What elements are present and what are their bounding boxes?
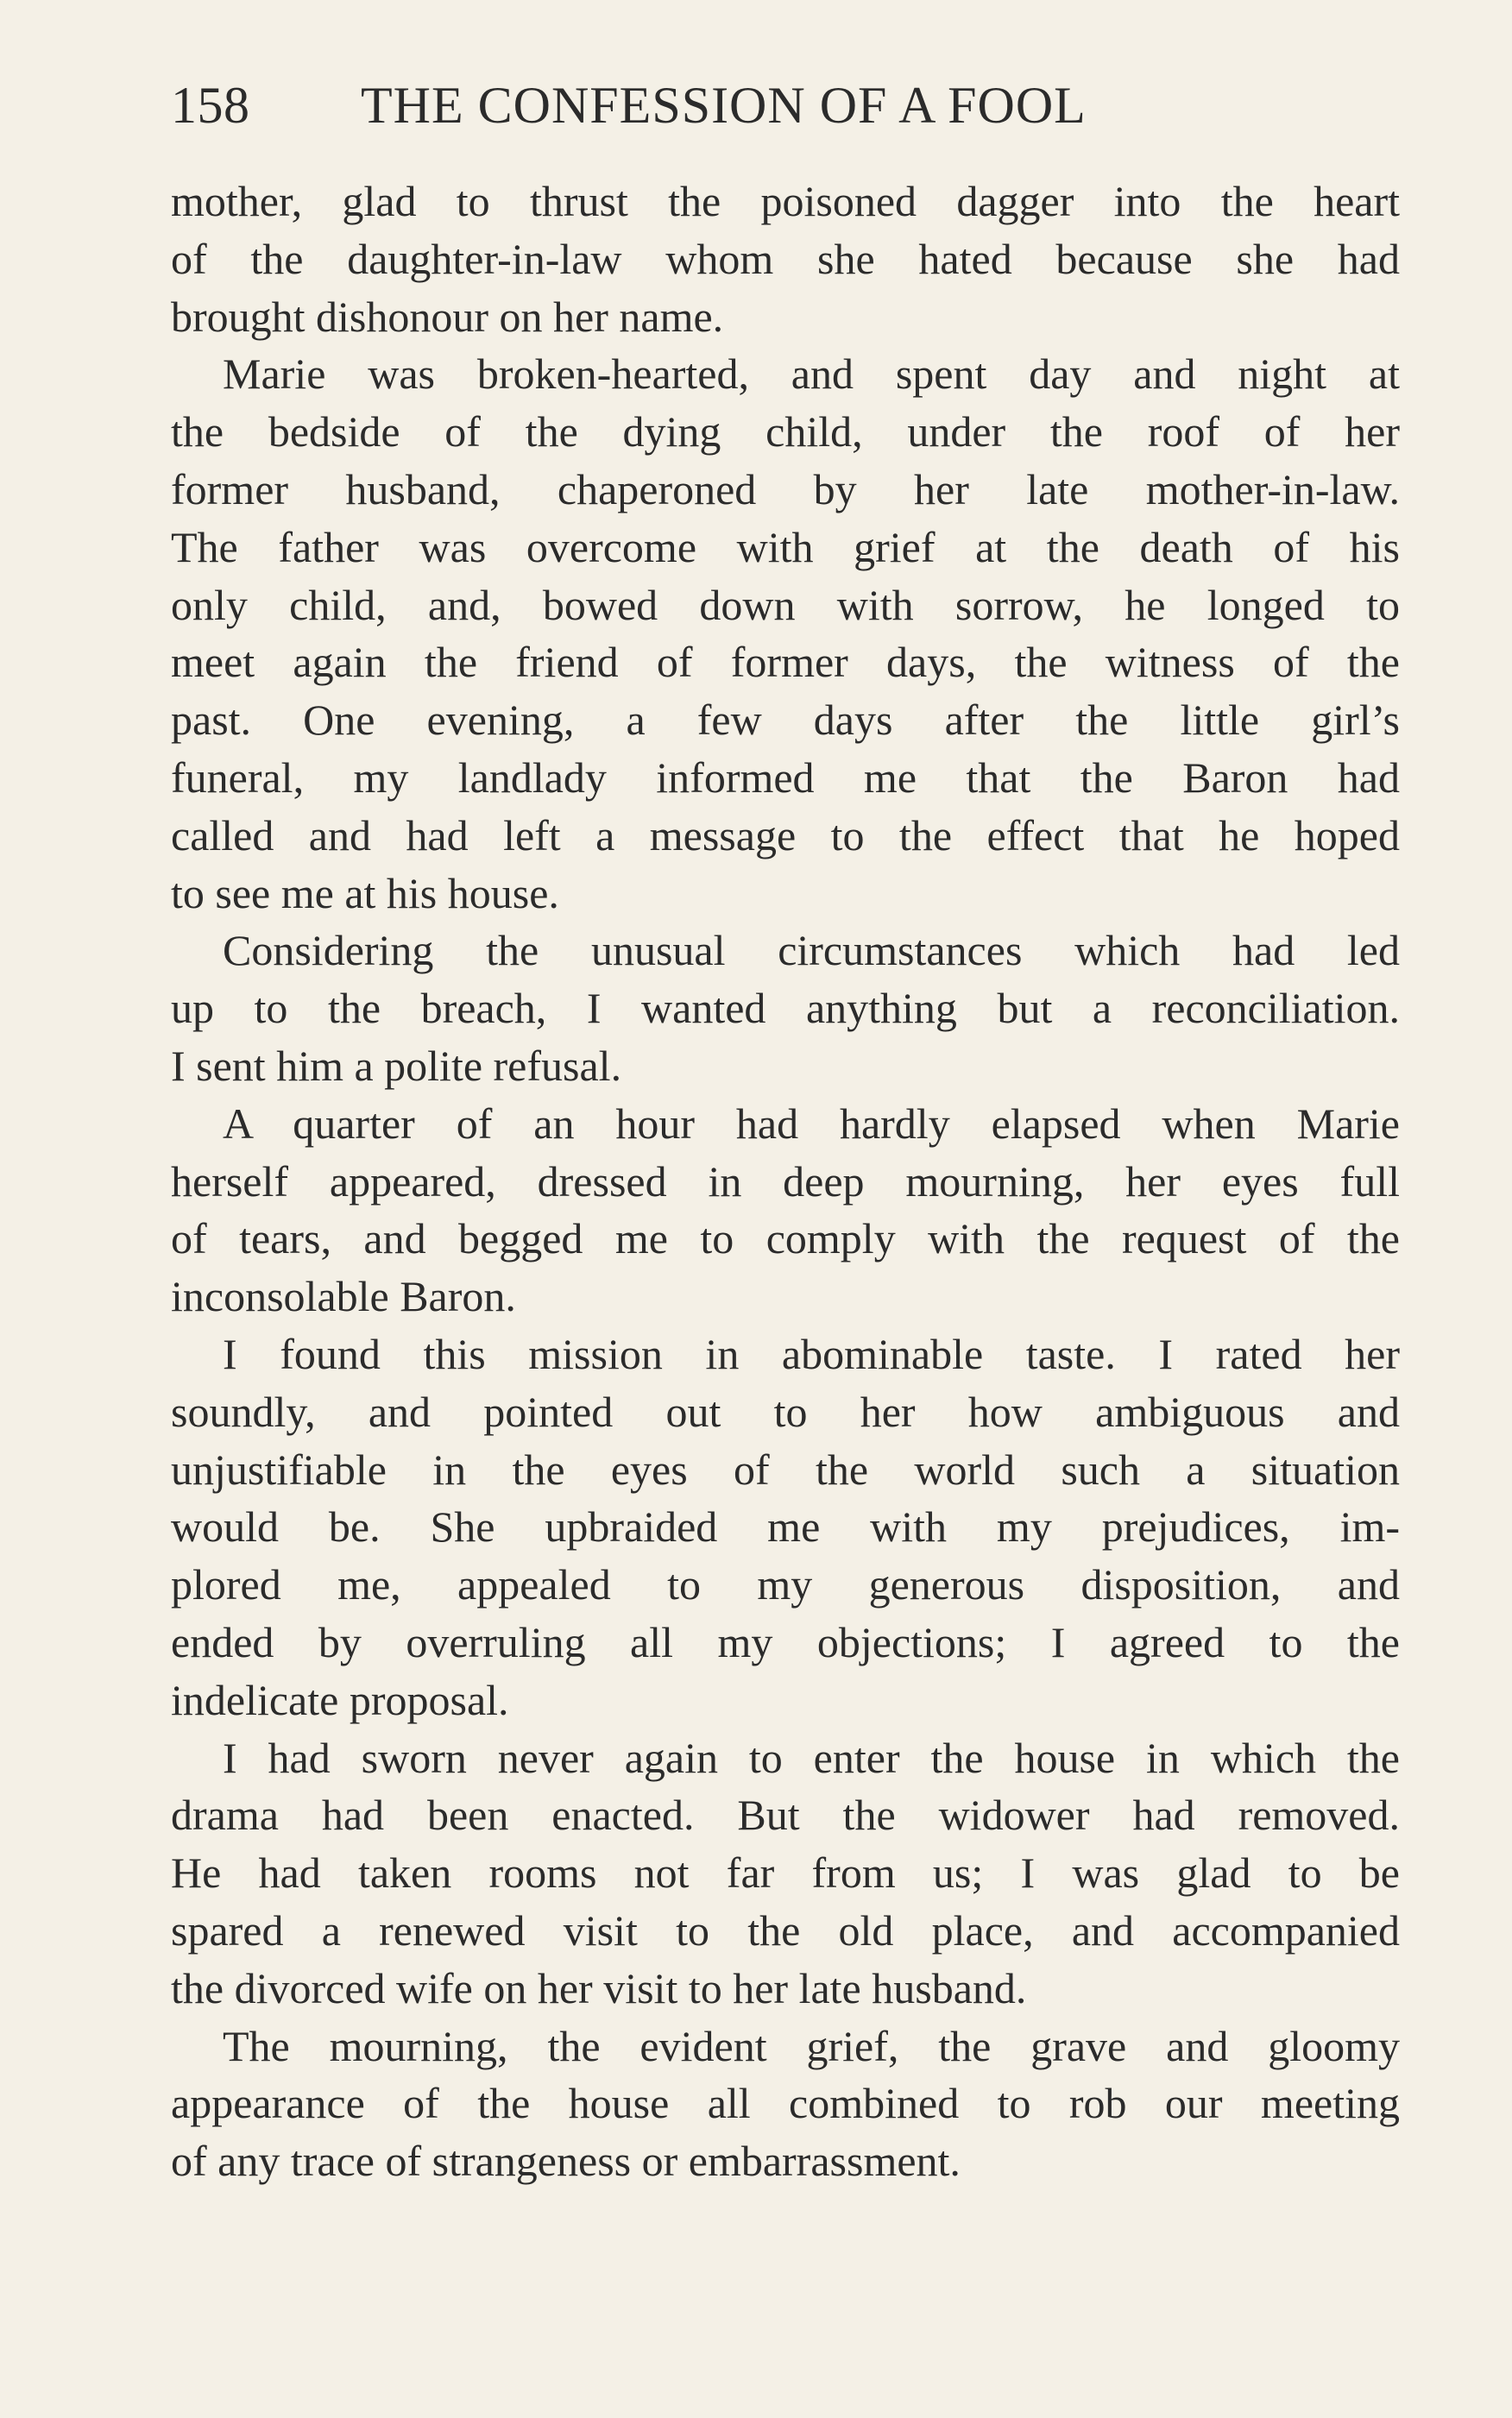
text-line: called and had left a message to the effect that he hoped xyxy=(171,810,1400,860)
text-line: He had taken rooms not far from us; I was glad to be xyxy=(171,1848,1400,1898)
running-head xyxy=(171,71,1225,140)
text-line: ended by overruling all my objections; I agreed to the xyxy=(171,1617,1400,1666)
text-line: of any trace of strangeness or embarrassment. xyxy=(171,2137,961,2186)
text-line: spared a renewed visit to the old place, and accompanied xyxy=(171,1905,1400,1955)
text-line: appearance of the house all combined to rob our meeting xyxy=(171,2079,1400,2128)
text-line: the bedside of the dying child, under the roof of her xyxy=(171,407,1400,457)
book-title: THE CONFESSION OF A FOOL xyxy=(361,77,1087,134)
text-line: funeral, my landlady informed me that the Baron had xyxy=(171,752,1400,802)
text-line: I had sworn never again to enter the house in which the xyxy=(223,1733,1400,1782)
text-line: of the daughter-in-law whom she hated because she had xyxy=(171,234,1400,283)
text-line: of tears, and begged me to comply with the request of the xyxy=(171,1214,1400,1263)
text-line: herself appeared, dressed in deep mourning, her eyes full xyxy=(171,1156,1400,1206)
text-line: plored me, appealed to my generous disposition, and xyxy=(171,1560,1400,1609)
text-line: unjustifiable in the eyes of the world such a situation xyxy=(171,1445,1400,1494)
text-line: drama had been enacted. But the widower had removed. xyxy=(171,1791,1400,1840)
text-line: past. One evening, a few days after the little girl’s xyxy=(171,696,1400,745)
body-text xyxy=(171,173,1400,2190)
text-line: I sent him a polite refusal. xyxy=(171,1041,622,1090)
text-line: Considering the unusual circumstances which had led xyxy=(223,926,1400,975)
text-line: meet again the friend of former days, the witness of the xyxy=(171,638,1400,687)
text-line: I found this mission in abominable taste. I rated her xyxy=(223,1329,1400,1378)
text-line: mother, glad to thrust the poisoned dagger into the heart xyxy=(171,177,1400,225)
text-line: only child, and, bowed down with sorrow, he longed to xyxy=(171,580,1400,629)
text-line: Marie was broken-hearted, and spent day and night at xyxy=(223,349,1400,399)
text-line: A quarter of an hour had hardly elapsed when Marie xyxy=(223,1099,1400,1148)
page-number: 158 xyxy=(171,77,250,134)
text-line: the divorced wife on her visit to her late husband. xyxy=(171,1963,1027,2012)
text-line: up to the breach, I wanted anything but a reconciliation. xyxy=(171,984,1400,1033)
text-line: former husband, chaperoned by her late mother-in-law. xyxy=(171,464,1400,513)
text-line: soundly, and pointed out to her how ambiguous and xyxy=(171,1387,1400,1436)
text-line: The mourning, the evident grief, the grave and gloomy xyxy=(223,2021,1400,2070)
text-line: The father was overcome with grief at the death of his xyxy=(171,522,1400,571)
text-line: inconsolable Baron. xyxy=(171,1272,516,1321)
text-line: to see me at his house. xyxy=(171,868,559,917)
text-line: brought dishonour on her name. xyxy=(171,292,724,341)
text-line: indelicate proposal. xyxy=(171,1675,509,1724)
text-line: would be. She upbraided me with my prejudices, im- xyxy=(171,1502,1400,1552)
